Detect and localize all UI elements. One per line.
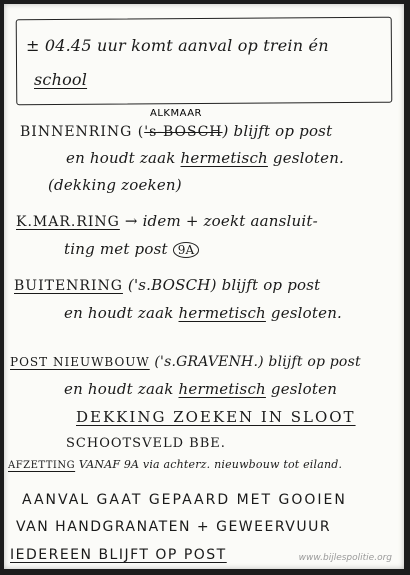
nieuwbouw-label: POST NIEUWBOUW <box>10 355 150 369</box>
buitenring-label: BUITENRING <box>14 278 123 294</box>
correction-note: ALKMAAR <box>150 108 203 119</box>
document-page <box>4 4 404 569</box>
binnenring-rest: ) blijft op post <box>222 122 333 140</box>
schootsveld-line: SCHOOTSVELD BBE. <box>66 436 226 451</box>
header-line-1: ± 04.45 uur komt aanval op trein én <box>26 36 329 55</box>
kmar-line <box>16 212 318 230</box>
text-span: ('s.GRAVENH.) blijft op post <box>149 354 361 370</box>
text-span: ('s.BOSCH) blijft op post <box>122 276 321 294</box>
header-line-2: school <box>34 70 88 89</box>
emphasis-span: hermetisch <box>180 149 268 167</box>
dekking-line: DEKKING ZOEKEN IN SLOOT <box>76 408 356 426</box>
aanval-line: AANVAL GAAT GEPAARD MET GOOIEN <box>22 492 347 508</box>
binnenring-line-3: (dekking zoeken) <box>48 176 182 194</box>
post-circle: 9A <box>173 242 200 258</box>
text-span: → idem + zoekt aansluit- <box>119 212 318 230</box>
afzetting-label: AFZETTING <box>8 460 76 471</box>
text-span: gesloten. <box>265 304 343 322</box>
handgranaten-line: VAN HANDGRANATEN + GEWEERVUUR <box>16 519 332 535</box>
text-span: VANAF 9A via achterz. nieuwbouw tot eiland. <box>75 458 343 471</box>
nieuwbouw-line-2 <box>64 380 337 398</box>
header-box <box>16 17 393 106</box>
nieuwbouw-line <box>10 352 361 370</box>
binnenring-line <box>20 122 332 140</box>
buitenring-line-2 <box>64 304 342 322</box>
kmar-label: K.MAR.RING <box>16 214 120 230</box>
text-span: gesloten <box>265 380 338 398</box>
emphasis-span: hermetisch <box>178 304 266 322</box>
binnenring-line-2 <box>66 149 344 167</box>
text-span: en houdt zaak <box>64 304 179 322</box>
iedereen-line: IEDEREEN BLIJFT OP POST <box>10 547 227 563</box>
emphasis-span: hermetisch <box>178 380 266 398</box>
struck-city: 's-BOSCH <box>144 124 223 140</box>
kmar-line-2 <box>64 240 199 258</box>
binnenring-label: BINNENRING ( <box>20 124 145 140</box>
text-span: en houdt zaak <box>66 149 181 167</box>
buitenring-line <box>14 276 320 294</box>
watermark: www.bijlespolitie.org <box>298 553 392 563</box>
text-span: en houdt zaak <box>64 380 179 398</box>
afzetting-line <box>8 458 342 471</box>
text-span: ting met post <box>64 240 173 258</box>
text-span: gesloten. <box>267 149 345 167</box>
